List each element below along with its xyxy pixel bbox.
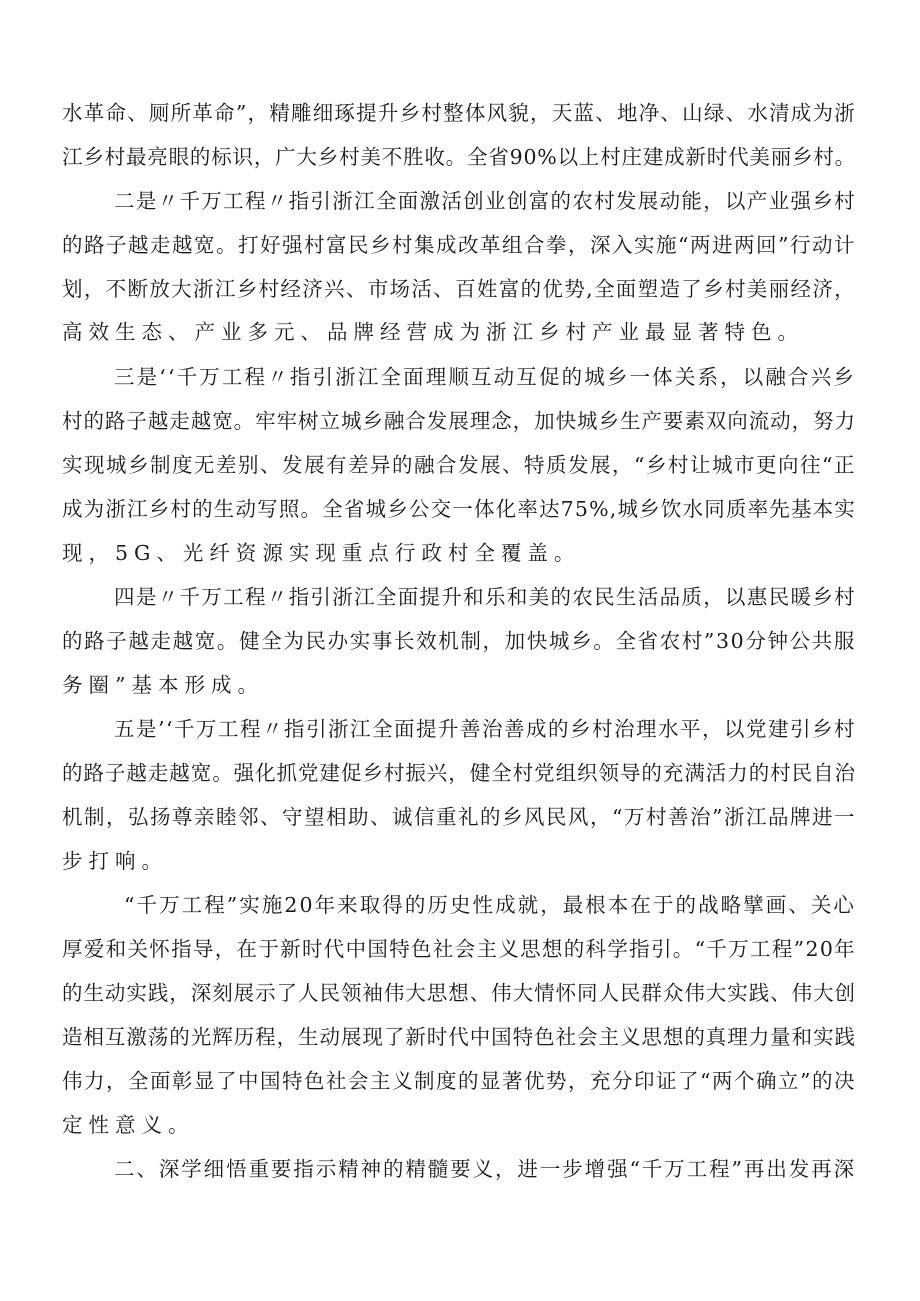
text-line: 的路子越走越宽。强化抓党建促乡村振兴，健全村党组织领导的充满活力的村民自治	[62, 761, 856, 785]
text-line: 成为浙江乡村的生动写照。全省城乡公交一体化率达75%,城乡饮水同质率先基本实	[62, 497, 856, 521]
text-line: 江乡村最亮眼的标识，广大乡村美不胜收。全省90%以上村庄建成新时代美丽乡村。	[62, 145, 856, 169]
text-line: 的路子越走越宽。健全为民办实事长效机制，加快城乡。全省农村”30分钟公共服	[62, 629, 856, 653]
text-line: 村的路子越走越宽。牢牢树立城乡融合发展理念，加快城乡生产要素双向流动，努力	[62, 409, 856, 433]
section-heading-line: 二、深学细悟重要指示精神的精髓要义，进一步增强“千万工程”再出发再深	[114, 1157, 856, 1181]
text-line: 的路子越走越宽。打好强村富民乡村集成改革组合拳，深入实施“两进两回”行动计	[62, 233, 856, 257]
text-line: 伟力，全面彰显了中国特色社会主义制度的显著优势，充分印证了“两个确立”的决	[62, 1069, 856, 1093]
text-line: 三是‘‘千万工程〃指引浙江全面理顺互动互促的城乡一体关系，以融合兴乡	[114, 365, 856, 389]
text-line: 二是〃千万工程〃指引浙江全面激活创业创富的农村发展动能，以产业强乡村	[114, 189, 856, 213]
text-line: 的生动实践，深刻展示了人民领袖伟大思想、伟大情怀同人民群众伟大实践、伟大创	[62, 981, 856, 1005]
text-line: 务圈”基本形成。	[62, 673, 264, 697]
text-line: 定性意义。	[62, 1113, 195, 1137]
text-line: 现，5G、光纤资源实现重点行政村全覆盖。	[62, 541, 581, 565]
text-line: 造相互激荡的光辉历程，生动展现了新时代中国特色社会主义思想的真理力量和实践	[62, 1025, 856, 1049]
text-line: 高效生态、产业多元、品牌经营成为浙江乡村产业最显著特色。	[62, 320, 804, 344]
text-line: 步打响。	[62, 849, 168, 873]
text-line: 厚爱和关怀指导，在于新时代中国特色社会主义思想的科学指引。“千万工程”20年	[62, 937, 856, 961]
text-line: 机制，弘扬尊亲睦邻、守望相助、诚信重礼的乡风民风，“万村善治”浙江品牌进一	[62, 805, 856, 829]
text-line: 实现城乡制度无差别、发展有差异的融合发展、特质发展，“乡村让城市更向往“正	[62, 453, 856, 477]
text-line: 五是’‘千万工程〃指引浙江全面提升善治善成的乡村治理水平，以党建引乡村	[114, 717, 856, 741]
text-line: 水革命、厕所革命”，精雕细琢提升乡村整体风貌，天蓝、地净、山绿、水清成为浙	[62, 101, 856, 125]
text-line: “千万工程”实施20年来取得的历史性成就，最根本在于的战略擘画、关心	[124, 893, 856, 917]
text-line: 划，不断放大浙江乡村经济兴、市场活、百姓富的优势,全面塑造了乡村美丽经济，	[62, 277, 856, 301]
text-line: 四是〃千万工程〃指引浙江全面提升和乐和美的农民生活品质，以惠民暖乡村	[114, 585, 856, 609]
